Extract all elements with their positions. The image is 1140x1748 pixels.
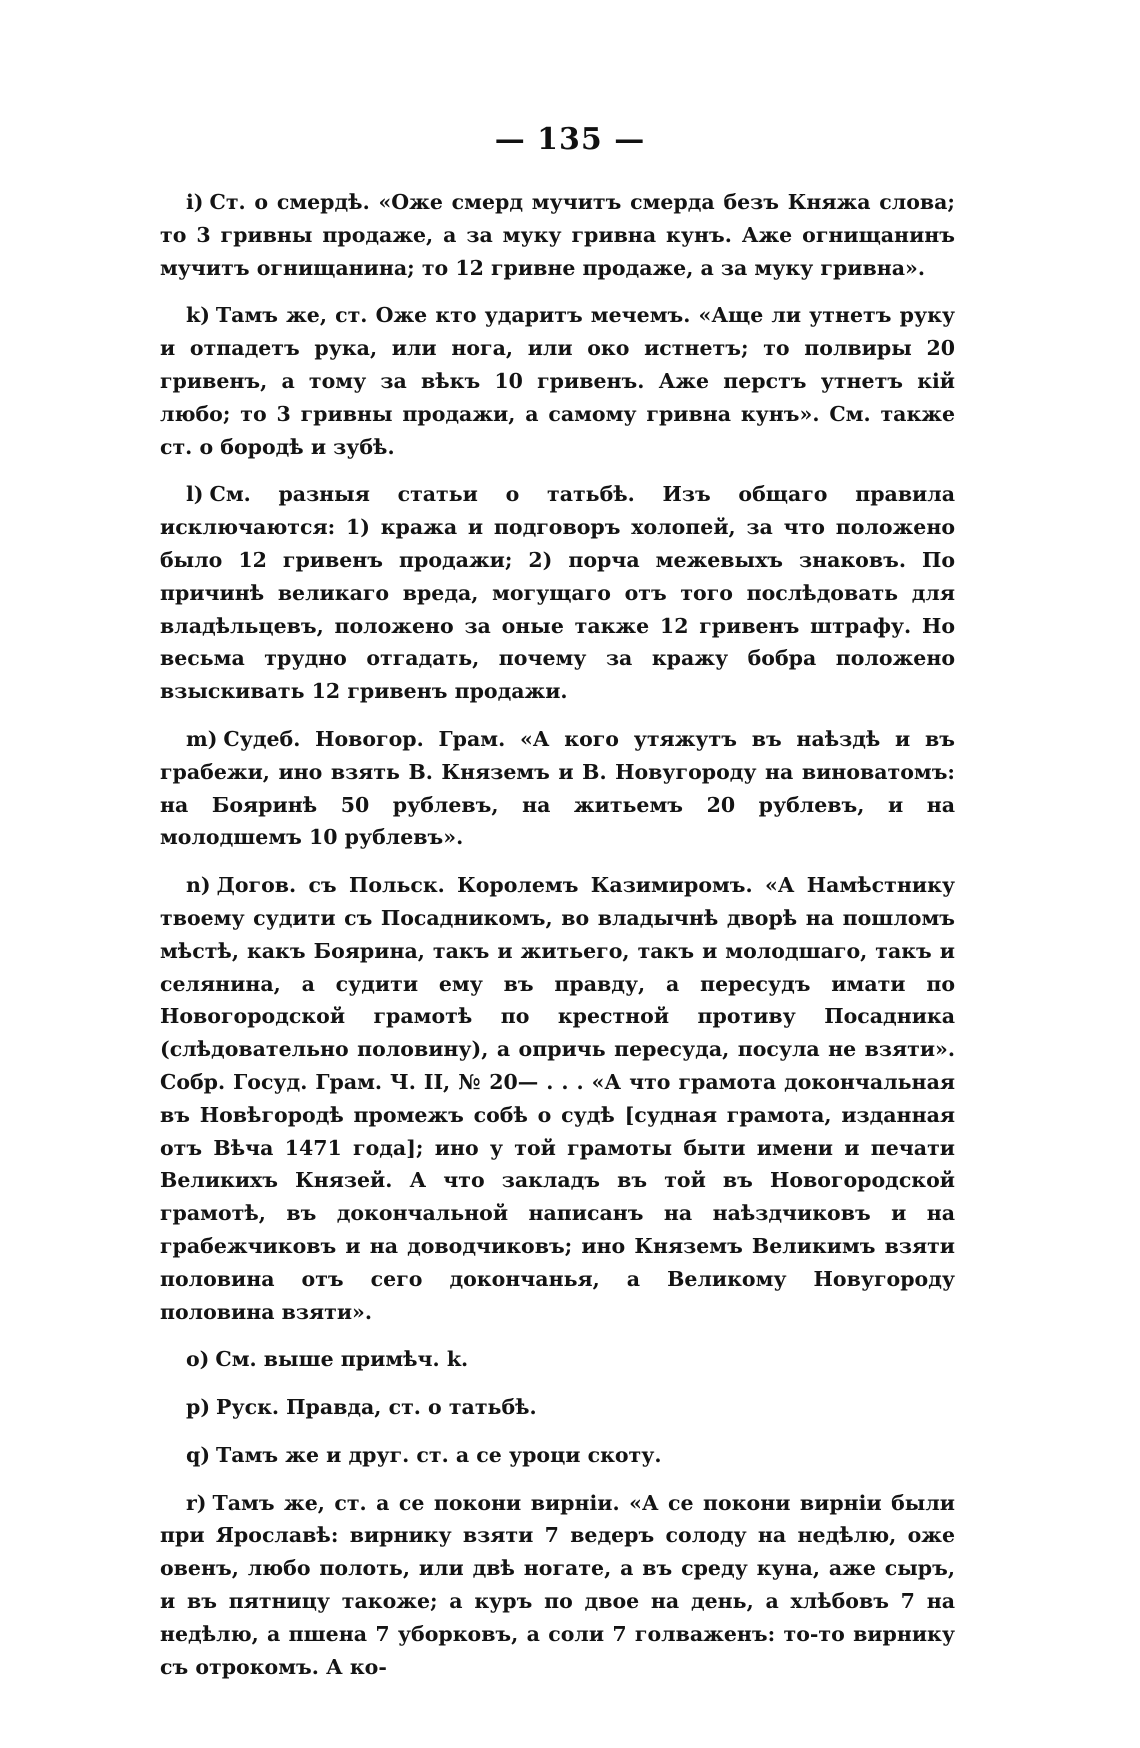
note-label: l) [186, 482, 204, 507]
note-q [160, 1439, 955, 1472]
note-label: i) [186, 190, 204, 214]
note-text: Ст. о смердѣ. «Оже смерд мучитъ смерда безъ Княжа слова; то 3 гривны продаже, а за муку гривна кунъ. Аже огнищанинъ мучитъ огнищанина; то 12 гривне продаже, а за муку гривна». [160, 190, 955, 280]
note-text: Тамъ же и друг. ст. а се уроци скоту. [216, 1442, 662, 1467]
note-text: См. выше примѣч. k. [215, 1347, 469, 1372]
note-label: r) [186, 1490, 207, 1515]
note-text: Догов. съ Польск. Королемъ Казимиромъ. «А Намѣстнику твоему судити съ Посадникомъ, во владычнѣ дворѣ на пошломъ мѣстѣ, какъ Боярина, такъ и житьего, такъ и молодшаго, такъ и селянина, а судити ему въ правду, а пересудъ имати по Новогородской грамотѣ по крестной противу Посадника (слѣдовательно половину), а опричь пересуда, посула не взяти». Собр. Госуд. Грам. Ч. II, № 20— . . . «А что грамота докончальная въ Новѣгородѣ промежъ собѣ о судѣ [судная грамота, изданная отъ Вѣча 1471 года]; ино у той грамоты быти имени и печати Великихъ Князей. А что закладъ въ той въ Новогородской грамотѣ, въ докончальной написанъ на наѣздчиковъ и на грабежчиковъ и на доводчиковъ; ино Княземъ Великимъ взяти половина отъ сего докончанья, а Великому Новугороду половина взяти». [160, 873, 955, 1324]
note-n [160, 869, 955, 1328]
note-label: n) [186, 873, 211, 898]
note-o [160, 1343, 955, 1376]
note-text: Руск. Правда, ст. о татьбѣ. [216, 1395, 537, 1420]
note-label: m) [186, 726, 218, 751]
note-label: q) [186, 1442, 211, 1467]
note-k [160, 299, 955, 463]
note-i [160, 186, 955, 284]
footnotes [160, 186, 955, 1698]
page-number: — 135 — [494, 122, 646, 157]
note-p [160, 1391, 955, 1424]
note-text: Судеб. Новогор. Грам. «А кого утяжутъ въ наѣздѣ и въ грабежи, ино взять В. Княземъ и В. Новугороду на виноватомъ: на Бояринѣ 50 рублевъ, на житьемъ 20 рублевъ, и на молодшемъ 10 рублевъ». [160, 726, 955, 850]
note-text: Тамъ же, ст. а се покони вирніи. «А се покони вирніи были при Ярославѣ: вирнику взяти 7 ведеръ солоду на недѣлю, оже овенъ, любо полоть, или двѣ ногате, а въ среду куна, аже сыръ, и въ пятницу такоже; а куръ по двое на день, а хлѣбовъ 7 на недѣлю, а пшена 7 уборковъ, а соли 7 голваженъ: то-то вирнику съ отрокомъ. А ко- [160, 1490, 955, 1679]
note-r [160, 1487, 955, 1684]
note-label: p) [186, 1395, 211, 1420]
note-text: Тамъ же, ст. Оже кто ударитъ мечемъ. «Аще ли утнетъ руку и отпадетъ рука, или нога, или око истнетъ; то полвиры 20 гривенъ, а тому за вѣкъ 10 гривенъ. Аже перстъ утнетъ кій любо; то 3 гривны продажи, а самому гривна кунъ». См. также ст. о бородѣ и зубѣ. [160, 303, 955, 459]
note-l [160, 478, 955, 708]
note-label: o) [186, 1347, 210, 1372]
note-m [160, 723, 955, 854]
note-text: См. разныя статьи о татьбѣ. Изъ общаго правила исключаются: 1) кража и подговоръ холопей, за что положено было 12 гривенъ продажи; 2) порча межевыхъ знаковъ. По причинѣ великаго вреда, могущаго отъ того послѣдовать для владѣльцевъ, положено за оные также 12 гривенъ штрафу. Но весьма трудно отгадать, почему за кражу бобра положено взыскивать 12 гривенъ продажи. [160, 482, 955, 704]
note-label: k) [186, 303, 210, 328]
